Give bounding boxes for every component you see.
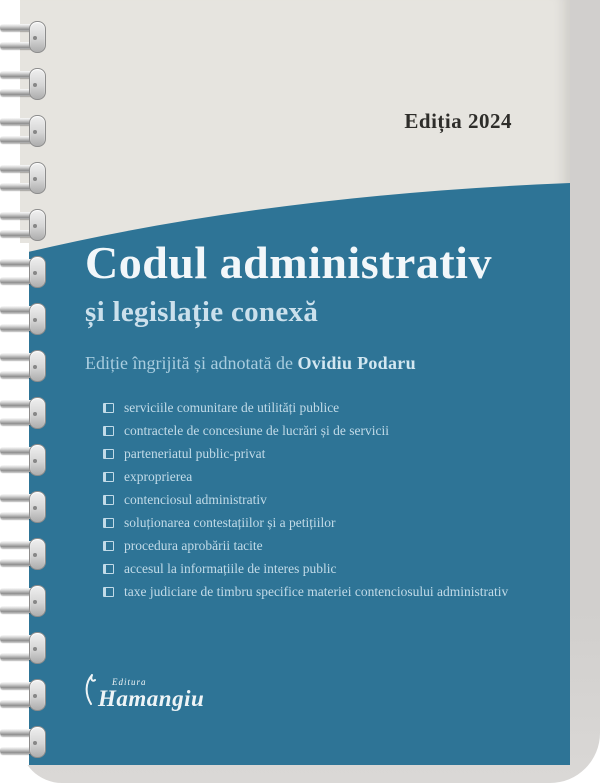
binding-ring xyxy=(0,209,47,241)
book-title: Codul administrativ xyxy=(85,237,492,288)
topic-text: serviciile comunitare de utilități publice xyxy=(124,400,340,415)
topic-item xyxy=(103,511,515,534)
ring-clamp xyxy=(29,303,46,335)
binding-ring xyxy=(0,538,47,570)
binding-ring xyxy=(0,162,47,194)
binding-ring xyxy=(0,256,47,288)
topic-text: exproprierea xyxy=(124,469,193,484)
binding-ring xyxy=(0,585,47,617)
ring-clamp xyxy=(29,350,46,382)
ring-clamp xyxy=(29,21,46,53)
ring-clamp xyxy=(29,444,46,476)
binding-ring xyxy=(0,444,47,476)
book-cover-page xyxy=(20,0,570,765)
ring-clamp xyxy=(29,726,46,758)
topic-item xyxy=(103,488,515,511)
binding-ring xyxy=(0,303,47,335)
binding-ring xyxy=(0,632,47,664)
binding-ring xyxy=(0,68,47,100)
checkbox-bullet-icon xyxy=(103,495,114,505)
ring-clamp xyxy=(29,162,46,194)
topic-text: contenciosul administrativ xyxy=(124,492,267,507)
ring-clamp xyxy=(29,585,46,617)
checkbox-bullet-icon xyxy=(103,472,114,482)
topic-item xyxy=(103,396,515,419)
topic-text: taxe judiciare de timbru specifice materiei contenciosului administrativ xyxy=(124,584,509,599)
cover-content xyxy=(20,0,570,765)
topic-item xyxy=(103,442,515,465)
binding-ring xyxy=(0,397,47,429)
publisher-imprint: Editura xyxy=(112,676,147,687)
ring-clamp xyxy=(29,538,46,570)
checkbox-bullet-icon xyxy=(103,518,114,528)
ring-clamp xyxy=(29,632,46,664)
topics-list xyxy=(103,396,515,603)
editor-name: Ovidiu Podaru xyxy=(297,353,416,373)
topic-text: accesul la informațiile de interes public xyxy=(124,561,337,576)
topic-text: parteneriatul public-privat xyxy=(124,446,266,461)
edition-label: Ediția 2024 xyxy=(404,109,512,133)
editor-prefix: Ediție îngrijită și adnotată de xyxy=(85,353,293,373)
topic-text: contractele de concesiune de lucrări și de servicii xyxy=(124,423,389,438)
book-subtitle: și legislație conexă xyxy=(85,296,319,328)
binding-ring xyxy=(0,491,47,523)
binding-ring xyxy=(0,350,47,382)
topic-item xyxy=(103,465,515,488)
checkbox-bullet-icon xyxy=(103,403,114,413)
logo-flourish-icon xyxy=(83,674,96,711)
topic-item xyxy=(103,534,515,557)
checkbox-bullet-icon xyxy=(103,587,114,597)
binding-ring xyxy=(0,726,47,758)
checkbox-bullet-icon xyxy=(103,426,114,436)
topic-item xyxy=(103,419,515,442)
publisher-name: Hamangiu xyxy=(98,685,205,711)
ring-clamp xyxy=(29,397,46,429)
checkbox-bullet-icon xyxy=(103,449,114,459)
checkbox-bullet-icon xyxy=(103,564,114,574)
editor-line xyxy=(85,353,416,375)
publisher-logo xyxy=(83,674,204,711)
topic-text: soluționarea contestațiilor și a petițiilor xyxy=(124,515,336,530)
binding-ring xyxy=(0,679,47,711)
spiral-binding xyxy=(0,0,60,783)
binding-ring xyxy=(0,21,47,53)
topic-text: procedura aprobării tacite xyxy=(124,538,263,553)
ring-clamp xyxy=(29,491,46,523)
ring-clamp xyxy=(29,209,46,241)
ring-clamp xyxy=(29,679,46,711)
topic-item xyxy=(103,557,515,580)
ring-clamp xyxy=(29,115,46,147)
checkbox-bullet-icon xyxy=(103,541,114,551)
topic-item xyxy=(103,580,515,603)
ring-clamp xyxy=(29,256,46,288)
ring-clamp xyxy=(29,68,46,100)
binding-ring xyxy=(0,115,47,147)
